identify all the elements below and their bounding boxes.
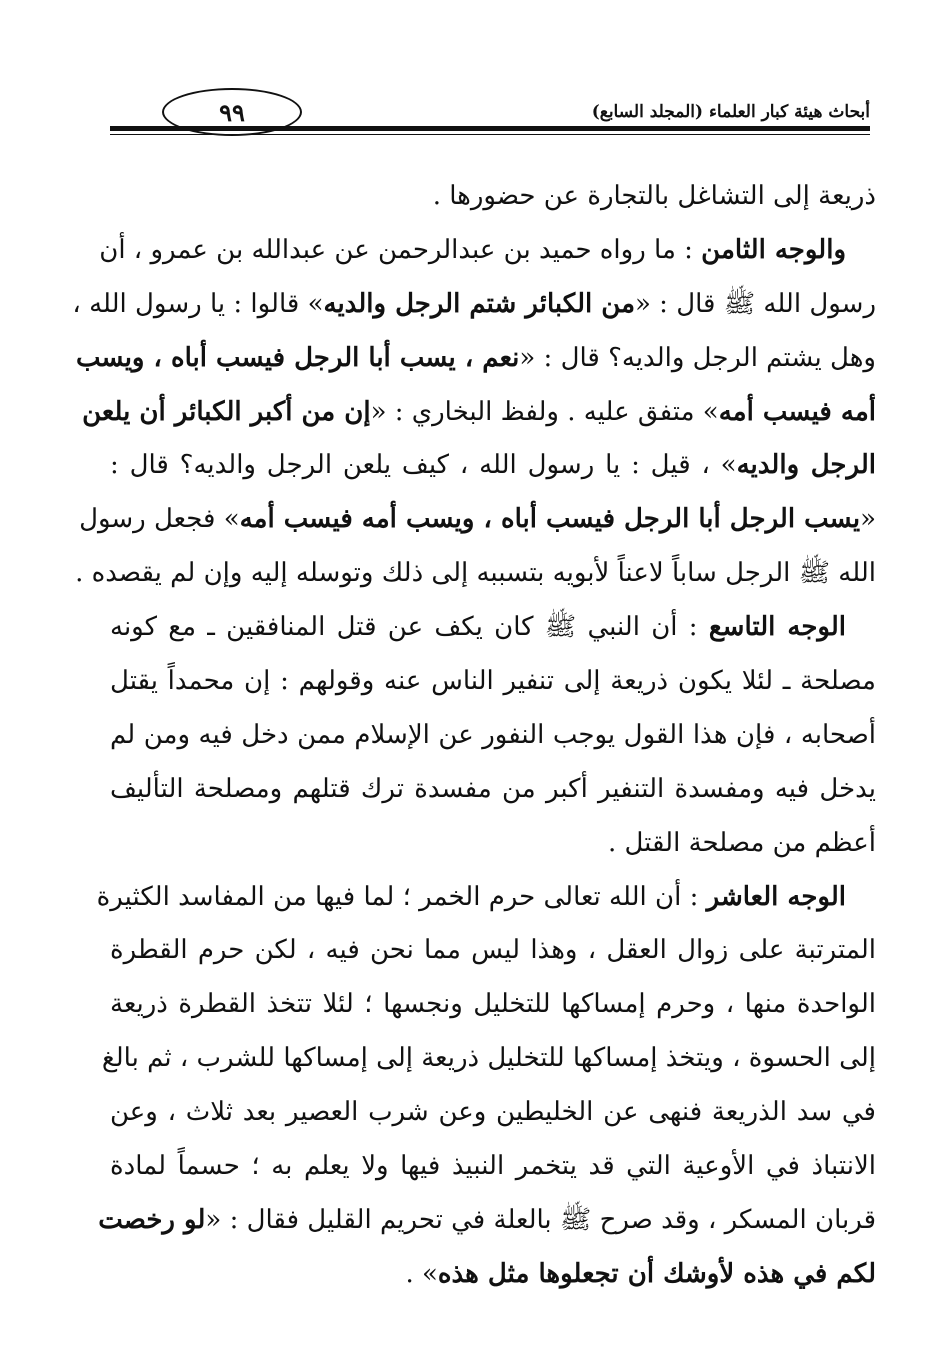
bold-text-run: لو رخصت	[98, 1204, 206, 1235]
running-title: أبحاث هيئة كبار العلماء (المجلد السابع)	[591, 102, 870, 122]
text-run: أعظم من مصلحة القتل .	[607, 827, 876, 858]
text-line	[82, 386, 876, 440]
text-run: المترتبة على زوال العقل ، وهذا ليس مما نحن فيه ، لكن حرم القطرة	[110, 935, 876, 966]
text-run: إلى الحسوة ، ويتخذ إمساكها للتخليل ذريعة إلى إمساكها للشرب ، ثم بالغ	[101, 1043, 876, 1074]
text-line	[110, 1248, 876, 1302]
text-run: » ، قيل : يا رسول الله ، كيف يلعن الرجل والديه؟ قال :	[110, 450, 737, 481]
text-run: : ما رواه حميد بن عبدالرحمن عن عبدالله بن عمرو ، أن	[99, 234, 702, 265]
bold-text-run: يسب الرجل أبا الرجل فيسب أباه ، ويسب أمه فيسب أمه	[239, 504, 861, 535]
bold-text-run: الوجه العاشر	[706, 881, 846, 912]
text-line	[110, 709, 876, 763]
bold-text-run: إن من أكبر الكبائر أن يلعن	[82, 396, 371, 427]
text-line	[72, 278, 876, 332]
text-line	[99, 224, 876, 278]
text-run: قربان المسكر ، وقد صرح ﷺ بالعلة في تحريم القليل فقال : «	[205, 1204, 876, 1235]
text-line	[110, 1140, 876, 1194]
text-line	[96, 871, 876, 925]
body-text	[72, 170, 876, 1302]
text-run: رسول الله ﷺ قال : «	[635, 288, 876, 319]
text-line	[110, 655, 876, 709]
text-line	[110, 978, 876, 1032]
page-header	[110, 82, 870, 134]
text-run: » قالوا : يا رسول الله ،	[72, 288, 324, 319]
bold-text-run: الرجل والديه	[736, 450, 876, 481]
text-run: وهل يشتم الرجل والديه؟ قال : «	[519, 342, 876, 373]
text-line	[110, 817, 876, 871]
text-line	[110, 763, 876, 817]
text-run: يدخل فيه ومفسدة التنفير أكبر من مفسدة ترك قتلهم ومصلحة التأليف	[110, 773, 876, 804]
header-rule-thick	[110, 126, 870, 131]
page-number: ٩٩	[162, 88, 302, 136]
bold-text-run: الوجه التاسع	[708, 612, 847, 643]
text-run: الواحدة منها ، وحرم إمساكها للتخليل ونجسها ؛ لئلا تتخذ القطرة ذريعة	[110, 989, 876, 1020]
bold-text-run: والوجه الثامن	[701, 234, 846, 265]
text-run: » متفق عليه . ولفظ البخاري : «	[370, 396, 719, 427]
text-line	[110, 1086, 876, 1140]
text-line	[79, 493, 876, 547]
text-line	[101, 1032, 876, 1086]
text-line	[110, 439, 876, 493]
text-run: مصلحة ـ لئلا يكون ذريعة إلى تنفير الناس عنه وقولهم : إن محمداً يقتل	[110, 666, 876, 697]
text-run: أصحابه ، فإن هذا القول يوجب النفور عن الإسلام ممن دخل فيه ومن لم	[110, 719, 876, 750]
text-line	[75, 547, 876, 601]
bold-text-run: نعم ، يسب أبا الرجل فيسب أباه ، ويسب	[75, 342, 520, 373]
text-run: » .	[405, 1258, 438, 1289]
text-line	[98, 1194, 876, 1248]
bold-text-run: أمه فيسب أمه	[718, 396, 876, 427]
text-run: » فجعل رسول	[79, 504, 240, 535]
text-line	[110, 601, 876, 655]
text-run: ذريعة إلى التشاغل بالتجارة عن حضورها .	[432, 181, 876, 211]
bold-text-run: لكم في هذه لأوشك أن تجعلوها مثل هذه	[437, 1258, 876, 1289]
text-run: الانتباذ في الأوعية التي قد يتخمر النبيذ فيها ولا يعلم به ؛ حسماً لمادة	[110, 1151, 876, 1182]
bold-text-run: من الكبائر شتم الرجل والديه	[323, 288, 635, 319]
text-line	[110, 924, 876, 978]
header-rule-thin	[110, 134, 870, 135]
text-line	[75, 332, 876, 386]
text-run: في سد الذريعة فنهى عن الخليطين وعن شرب العصير بعد ثلاث ، وعن	[110, 1097, 876, 1128]
text-run: : أن الله تعالى حرم الخمر ؛ لما فيها من المفاسد الكثيرة	[96, 881, 707, 912]
text-line	[110, 170, 876, 224]
text-run: «	[860, 504, 876, 535]
text-run: : أن النبي ﷺ كان يكف عن قتل المنافقين ـ مع كونه	[110, 612, 709, 643]
text-run: الله ﷺ الرجل ساباً لاعناً لأبويه بتسببه إلى ذلك وتوسله إليه وإن لم يقصده .	[75, 558, 876, 589]
